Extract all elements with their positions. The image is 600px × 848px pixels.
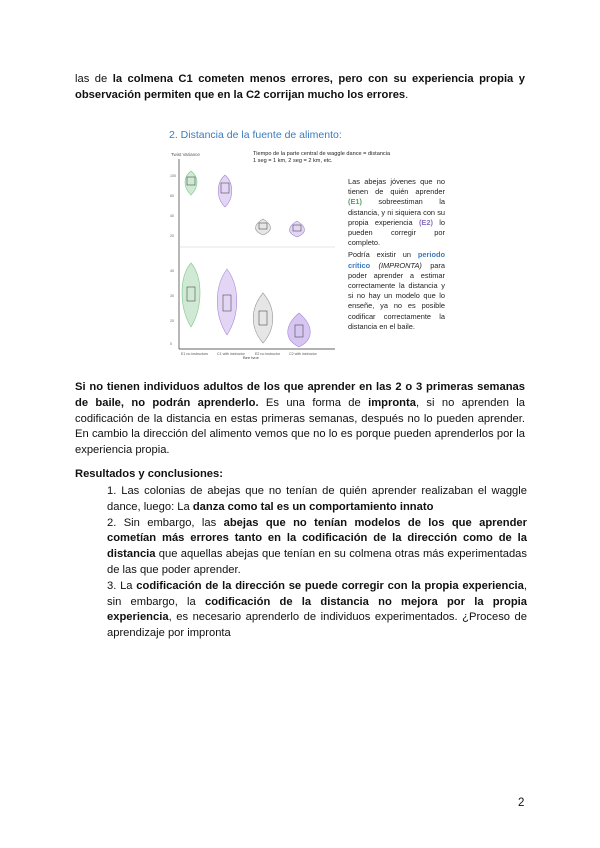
x-label: Bee type [243, 355, 259, 359]
tick: 100 [170, 174, 176, 178]
violin-e2-top [256, 219, 271, 235]
label-e1: (E1) [348, 197, 362, 207]
result-bold: codificación de la dirección se puede corregir con la propia experiencia [136, 579, 524, 592]
figure-text [348, 177, 445, 332]
violin-e2-bottom [253, 293, 273, 343]
violin-c2-top [290, 221, 305, 237]
tick: 40 [170, 214, 174, 218]
baile-text: Es una forma de [258, 396, 369, 409]
violin-c2-bottom [288, 313, 311, 347]
fig-text-part: Las abejas jóvenes que no tienen de quién aprender [348, 177, 445, 197]
page-number: 2 [518, 797, 525, 809]
baile-paragraph [75, 380, 525, 459]
baile-text-2: , si no aprenden la codificación de la distancia en estas primeras semanas, después no lo pueden aprender. En cambio la dirección del alimento vemos que no lo es porque pueden aprenderlos por la experiencia propia. [75, 396, 525, 457]
impronta-bold: impronta [368, 396, 416, 409]
intro-paragraph [75, 72, 525, 104]
tick: 20 [170, 234, 174, 238]
result-text: 2. Sin embargo, las [107, 516, 224, 529]
label-e2: (E2) [418, 217, 433, 227]
panel-label: Twist Variance [171, 152, 200, 157]
x-tick: C1 with instructor [217, 352, 245, 356]
result-bold: danza como tal es un comportamiento innato [192, 500, 434, 513]
tick: 0 [170, 342, 172, 346]
fig-text-part: sobreestiman la distancia, y ni siquiera con su propia experiencia [348, 197, 445, 227]
results-list [107, 484, 527, 642]
figure [165, 127, 445, 357]
violin-e1-bottom [182, 263, 200, 327]
fig-text-part: para poder aprender a estimar correctamente la distancia y si no hay un modelo que lo enseñe, ya no es posible codificar correctamente la distancia en el baile. [348, 260, 445, 331]
x-tick: E2 no instructor [255, 352, 281, 356]
result-text: , es necesario aprenderlo de individuos experimentados. ¿Proceso de aprendizaje por impronta [107, 611, 527, 640]
intro-text: las de [75, 73, 113, 85]
result-text: que aquellas abejas que tenían en su colmena otras más experimentadas de las que poder aprender. [107, 548, 527, 576]
figure-header: Tiempo de la parte central de waggle dance = distancia 1 seg = 1 km, 2 seg = 2 km, etc. [253, 151, 391, 164]
x-tick: C2 with instructor [289, 352, 317, 356]
intro-end: . [405, 88, 409, 101]
intro-bold: la colmena C1 cometen menos errores, pero con su experiencia propia y observación permiten que en la C2 corrijan mucho los errores [75, 73, 525, 101]
violin-plot [165, 147, 345, 359]
result-text: , sin embargo, la [107, 579, 528, 608]
violin-c1-top [218, 175, 232, 207]
result-item-2 [107, 516, 527, 579]
result-item-3 [107, 579, 527, 642]
tick: 20 [170, 319, 174, 323]
result-text: 3. La [107, 579, 137, 592]
fig-text-part: Podría existir un [348, 250, 418, 260]
result-text: 1. Las colonias de abejas que no tenían de quién aprender realizaban el waggle dance, luego: La [107, 485, 527, 513]
baile-bold: Si no tienen individuos adultos de los que aprender en las 2 o 3 primeras semanas de baile, no podrán aprenderlo. [75, 381, 525, 409]
tick: 40 [170, 269, 174, 273]
impronta-label: (IMPRONTA) [370, 260, 422, 270]
periodo-critico: periodo crítico [348, 250, 445, 270]
fig-text-part: lo pueden corregir por completo. [348, 217, 445, 248]
results-title: Resultados y conclusiones: [75, 468, 223, 480]
violin-c1-bottom [217, 269, 237, 335]
tick: 60 [170, 194, 174, 198]
x-tick: E1 no instructors [181, 352, 208, 356]
tick: 30 [170, 294, 174, 298]
figure-title: 2. Distancia de la fuente de alimento: [169, 129, 342, 141]
result-bold: codificación de la distancia no mejora por la propia experiencia [107, 595, 527, 624]
result-bold: abejas que no tenían modelos de los que aprender cometían más errores tanto en la codificación de la dirección como de la distancia [107, 516, 528, 561]
result-item-1 [107, 484, 527, 516]
